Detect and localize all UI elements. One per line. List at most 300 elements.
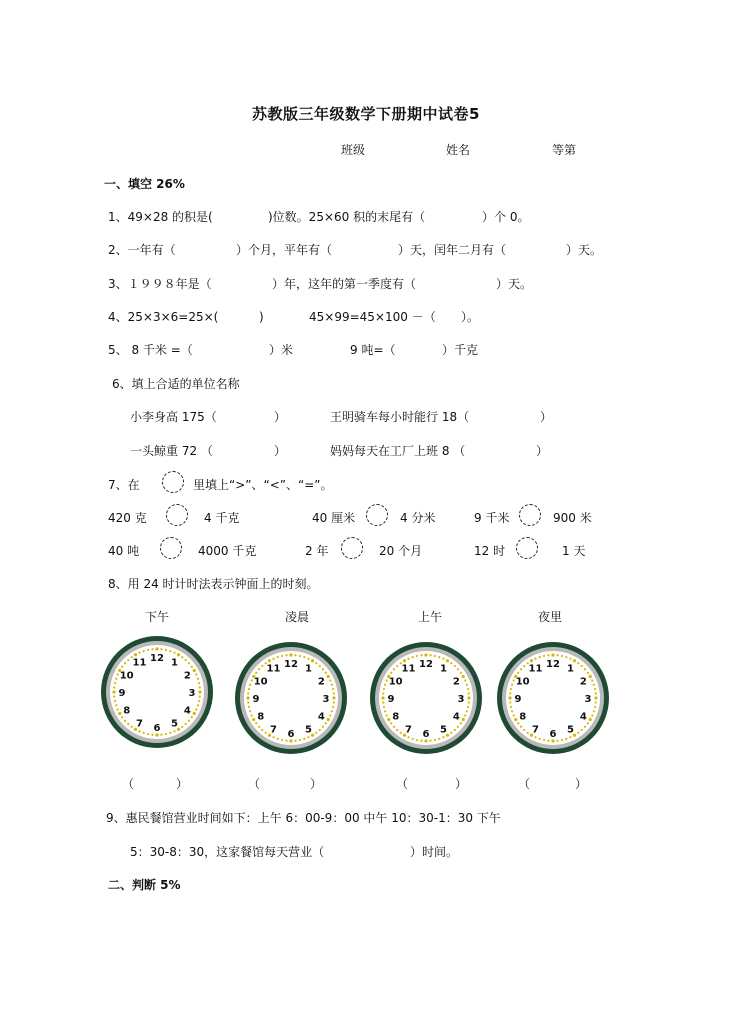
q1-part-c: ）个 0。 <box>482 210 530 224</box>
section-2-heading: 二、判断 5% <box>108 878 181 892</box>
clock-tick-dot <box>114 700 116 702</box>
clock-tick-dot <box>510 706 512 708</box>
clock-tick-dot <box>383 706 385 708</box>
clock-tick-dot <box>565 738 567 740</box>
clock-tick-dot <box>319 665 321 667</box>
clock-tick-dot <box>193 712 196 715</box>
clock-tick-dot <box>188 720 190 722</box>
clock-tick-dot <box>114 682 116 684</box>
clock-answer-open: （ <box>396 777 409 791</box>
clock-tick-dot <box>534 736 536 738</box>
clock-tick-dot <box>508 696 511 699</box>
clock-tick-dot <box>181 656 183 658</box>
clock-tick-dot <box>277 656 279 658</box>
clock-number: 3 <box>188 688 196 699</box>
clock-tick-dot <box>384 710 386 712</box>
clock-tick-dot <box>517 722 519 724</box>
q6-item-a: 小李身高 175（ <box>130 410 217 424</box>
clock-number: 11 <box>266 663 281 675</box>
clock-tick-dot <box>556 740 558 742</box>
clock-tick-dot <box>281 655 283 657</box>
clock-tick-dot <box>467 696 470 699</box>
clock-tick-dot <box>199 695 201 697</box>
clock-number: 6 <box>287 729 295 740</box>
q6-item-b: 王明骑车每小时能行 18（ <box>330 410 470 424</box>
clock-number: 2 <box>183 670 191 682</box>
clock-number: 11 <box>401 663 416 675</box>
clock-tick-dot <box>160 734 162 736</box>
clock-tick-dot <box>393 726 395 728</box>
clock-tick-dot <box>258 726 260 728</box>
clock-tick-dot <box>513 714 515 716</box>
clock-number: 2 <box>317 676 325 688</box>
clock-tick-dot <box>594 688 596 690</box>
clock-tick-dot <box>457 668 459 670</box>
clock-tick-dot <box>534 658 536 660</box>
clock-number: 10 <box>515 676 530 688</box>
q5-part-b: ）米 <box>269 343 294 357</box>
q2-part-d: ）天。 <box>566 243 603 257</box>
clock-tick-dot <box>520 726 522 728</box>
clock-tick-dot <box>261 665 263 667</box>
clock-tick-dot <box>246 696 249 699</box>
clock-tick-dot <box>131 726 133 728</box>
clock-tick-dot <box>285 654 287 656</box>
clock-tick-dot <box>332 688 334 690</box>
clock-tick-dot <box>457 726 459 728</box>
clock-tick-dot <box>416 739 418 741</box>
q7-r2-left-3: 12 时 <box>474 544 506 558</box>
q7-r2-left-2: 2 年 <box>305 544 329 558</box>
clock-tick-dot <box>384 684 386 686</box>
clock-tick-dot <box>587 722 589 724</box>
clock-tick-dot <box>303 656 305 658</box>
clock-tick-dot <box>460 722 462 724</box>
clock-number: 12 <box>284 659 298 670</box>
q2-part-b: ）个月，平年有（ <box>236 243 333 257</box>
clock-number: 5 <box>305 724 312 736</box>
clock-tick-dot <box>442 658 444 660</box>
clock-tick-dot <box>112 690 115 693</box>
clock-tick-dot <box>322 726 324 728</box>
clock-number: 12 <box>150 653 164 664</box>
clock-number: 11 <box>528 663 543 675</box>
clock-tick-dot <box>281 739 283 741</box>
clock-tick-dot <box>151 648 153 650</box>
clock-tick-dot <box>510 688 512 690</box>
clock-tick-dot <box>403 659 406 662</box>
clock-tick-dot <box>460 672 462 674</box>
q7-instruction: 里填上“>”、“<”、“=”。 <box>193 478 333 492</box>
clock-tick-dot <box>381 696 384 699</box>
clock-number: 10 <box>119 670 134 682</box>
clock-tick-dot <box>591 714 593 716</box>
clock-tick-dot <box>527 732 529 734</box>
q7-r1-right-1: 4 千克 <box>204 511 240 525</box>
clock-tick-dot <box>289 653 292 656</box>
clock-tick-dot <box>165 649 167 651</box>
clock-tick-dot <box>177 653 180 656</box>
clock-tick-dot <box>595 692 597 694</box>
clock-tick-dot <box>191 716 193 718</box>
clock-tick-dot <box>307 736 309 738</box>
clock-tick-dot <box>390 722 392 724</box>
clock-tick-dot <box>155 647 158 650</box>
clock-number: 8 <box>257 711 265 723</box>
clock-tick-dot <box>127 659 129 661</box>
clock-tick-dot <box>185 659 187 661</box>
clock-tick-dot <box>468 701 470 703</box>
q3-part-b: ）年，这年的第一季度有（ <box>272 277 417 291</box>
clock-tick-dot <box>315 732 317 734</box>
section-1-heading: 一、填空 26% <box>104 177 185 191</box>
clock-tick-dot <box>454 665 456 667</box>
clock-tick-dot <box>121 716 123 718</box>
q4-part-c: 45×99=45×100 －（ <box>309 310 436 324</box>
clock-tick-dot <box>454 729 456 731</box>
clock-tick-dot <box>268 659 271 662</box>
clock-tick-dot <box>198 682 200 684</box>
clock-tick-dot <box>386 679 388 681</box>
q6-item-c: 一头鲸重 72 （ <box>130 444 213 458</box>
clock-label-night: 夜里 <box>538 610 563 624</box>
clock-number: 8 <box>123 705 131 717</box>
clock-answer-open: （ <box>518 777 531 791</box>
clock-number: 5 <box>440 724 447 736</box>
clock-tick-dot <box>261 729 263 731</box>
q1-part-a: 1、49×28 的积是( <box>108 210 213 224</box>
clock-number: 6 <box>549 729 557 740</box>
q2-part-c: ）天，闰年二月有（ <box>398 243 507 257</box>
q5-part-a: 5、 8 千米 =（ <box>108 343 193 357</box>
q7-r2-right-2: 20 个月 <box>379 544 423 558</box>
q7-r1-right-2: 4 分米 <box>400 511 436 525</box>
clock-number: 10 <box>388 676 403 688</box>
q4-part-b: ) <box>259 310 264 324</box>
clock-tick-dot <box>593 710 595 712</box>
clock-tick-dot <box>199 686 201 688</box>
clock-tick-dot <box>591 679 593 681</box>
clock-tick-dot <box>539 738 541 740</box>
clock-tick-dot <box>556 654 558 656</box>
clock-tick-dot <box>197 678 199 680</box>
clock-tick-dot <box>581 729 583 731</box>
clock-number: 5 <box>567 724 574 736</box>
clock-tick-dot <box>327 718 330 721</box>
clock-tick-dot <box>311 659 314 662</box>
clock-tick-dot <box>390 672 392 674</box>
clock-tick-dot <box>429 654 431 656</box>
clock-tick-dot <box>113 695 115 697</box>
clock-tick-dot <box>115 678 117 680</box>
clock-tick-dot <box>249 710 251 712</box>
clock-answer-close: ） <box>455 777 468 791</box>
clock-tick-dot <box>466 710 468 712</box>
clock-tick-dot <box>589 718 592 721</box>
q4-part-a: 4、25×3×6=25×( <box>108 310 219 324</box>
clock-tick-dot <box>247 692 249 694</box>
clock-tick-dot <box>113 686 115 688</box>
q9-line-2: 5：30-8：30，这家餐馆每天营业（ <box>130 845 325 859</box>
clock-tick-dot <box>333 692 335 694</box>
clock-answer-close: ） <box>575 777 588 791</box>
clock-tick-dot <box>462 718 465 721</box>
clock-tick-dot <box>393 668 395 670</box>
clock-number: 10 <box>253 676 268 688</box>
clock-tick-dot <box>303 738 305 740</box>
clock-number: 4 <box>317 711 325 723</box>
clock-tick-dot <box>565 656 567 658</box>
clock-tick-dot <box>147 733 149 735</box>
clock-tick-dot <box>569 658 571 660</box>
q1-part-b: )位数。25×60 积的末尾有（ <box>268 210 426 224</box>
clock-tick-dot <box>198 700 200 702</box>
clock-tick-dot <box>299 739 301 741</box>
clock-tick-dot <box>134 653 137 656</box>
clock-number: 3 <box>584 694 592 705</box>
clock-tick-dot <box>594 696 597 699</box>
clock-tick-dot <box>185 723 187 725</box>
class-label: 班级 <box>341 143 366 157</box>
clock-tick-dot <box>382 701 384 703</box>
clock-tick-dot <box>584 668 586 670</box>
clock-tick-dot <box>255 722 257 724</box>
grade-label: 等第 <box>552 143 577 157</box>
clock-tick-dot <box>322 668 324 670</box>
clock-tick-dot <box>543 655 545 657</box>
clock-tick-dot <box>446 659 449 662</box>
clock-number: 7 <box>405 724 412 736</box>
clock-tick-dot <box>277 738 279 740</box>
clock-tick-dot <box>416 655 418 657</box>
clock-tick-dot <box>523 729 525 731</box>
clock-tick-dot <box>169 732 171 734</box>
clock-number: 9 <box>252 694 260 705</box>
q7-r2-left-1: 40 吨 <box>108 544 140 558</box>
clock-tick-dot <box>396 665 398 667</box>
clock-number: 9 <box>387 694 395 705</box>
clock-number: 12 <box>546 659 560 670</box>
clock-tick-dot <box>514 718 517 721</box>
clock-answer-close: ） <box>310 777 323 791</box>
clock-tick-dot <box>407 736 409 738</box>
clock-tick-dot <box>412 656 414 658</box>
clock-tick-dot <box>593 684 595 686</box>
clock-tick-dot <box>386 714 388 716</box>
q6-item-a-close: ） <box>274 410 287 424</box>
clock-tick-dot <box>466 684 468 686</box>
q7-r1-left-3: 9 千米 <box>474 511 510 525</box>
clock-tick-dot <box>511 684 513 686</box>
q7-r2-right-1: 4000 千克 <box>198 544 257 558</box>
clock-tick-dot <box>272 658 274 660</box>
clock-tick-dot <box>325 672 327 674</box>
clock-tick-dot <box>464 679 466 681</box>
clock-tick-dot <box>464 714 466 716</box>
clock-tick-dot <box>584 726 586 728</box>
clock-tick-dot <box>383 688 385 690</box>
q6-item-d: 妈妈每天在工厂上班 8 （ <box>330 444 466 458</box>
clock-tick-dot <box>251 679 253 681</box>
clock-tick-dot <box>509 692 511 694</box>
clock-tick-dot <box>539 656 541 658</box>
clock-tick-dot <box>121 666 123 668</box>
clock-tick-dot <box>249 684 251 686</box>
clock-number: 6 <box>422 729 430 740</box>
clock-tick-dot <box>117 673 119 675</box>
clock-tick-dot <box>265 732 267 734</box>
clock-tick-dot <box>551 653 554 656</box>
clock-tick-dot <box>573 659 576 662</box>
clock-tick-dot <box>450 662 452 664</box>
clock-number: 6 <box>153 723 161 734</box>
clock-tick-dot <box>594 706 596 708</box>
clock-tick-dot <box>247 701 249 703</box>
clock-tick-dot <box>307 658 309 660</box>
q7-r2-right-3: 1 天 <box>562 544 586 558</box>
q7-r1-right-3: 900 米 <box>553 511 592 525</box>
clock-tick-dot <box>255 672 257 674</box>
clock-number: 7 <box>136 718 143 730</box>
clock-tick-dot <box>115 704 117 706</box>
clock-tick-dot <box>509 701 511 703</box>
clock-tick-dot <box>118 712 121 715</box>
q7-intro: 7、在 <box>108 478 140 492</box>
clock-number: 4 <box>579 711 587 723</box>
q3-part-c: ）天。 <box>496 277 533 291</box>
clock-tick-dot <box>248 688 250 690</box>
clock-tick-dot <box>577 662 579 664</box>
clock-tick-dot <box>138 652 140 654</box>
name-label: 姓名 <box>446 143 471 157</box>
clock-tick-dot <box>124 662 126 664</box>
clock-tick-dot <box>173 652 175 654</box>
clock-tick-dot <box>248 706 250 708</box>
clock-tick-dot <box>467 688 469 690</box>
clock-answer-open: （ <box>122 777 135 791</box>
clock-tick-dot <box>195 708 197 710</box>
q3-part-a: 3、１９９８年是（ <box>108 277 212 291</box>
clock-tick-dot <box>331 710 333 712</box>
q4-part-d: ）。 <box>461 310 480 324</box>
clock-tick-dot <box>299 655 301 657</box>
clock-tick-dot <box>272 736 274 738</box>
clock-tick-dot <box>387 718 390 721</box>
clock-tick-dot <box>160 648 162 650</box>
clock-label-early-morning: 凌晨 <box>285 610 310 624</box>
clock-tick-dot <box>396 729 398 731</box>
q7-r1-left-2: 40 厘米 <box>312 511 356 525</box>
q9-line-1: 9、惠民餐馆营业时间如下：上午 6：00-9：00 中午 10：30-1：30 下午 <box>106 811 501 825</box>
clock-tick-dot <box>561 739 563 741</box>
clock-number: 4 <box>452 711 460 723</box>
clock-number: 2 <box>452 676 460 688</box>
clock-tick-dot <box>198 690 201 693</box>
clock-tick-dot <box>420 654 422 656</box>
clock-tick-dot <box>587 672 589 674</box>
clock-number: 12 <box>419 659 433 670</box>
clock-tick-dot <box>173 730 175 732</box>
clock-answer-open: （ <box>248 777 261 791</box>
clock-tick-dot <box>138 730 140 732</box>
clock-tick-dot <box>462 675 465 678</box>
clock-number: 5 <box>171 718 178 730</box>
clock-tick-dot <box>181 726 183 728</box>
clock-tick-dot <box>438 656 440 658</box>
clock-tick-dot <box>517 672 519 674</box>
clock-tick-dot <box>442 736 444 738</box>
clock-tick-dot <box>331 684 333 686</box>
clock-tick-dot <box>325 722 327 724</box>
clock-tick-dot <box>191 666 193 668</box>
clock-tick-dot <box>424 653 427 656</box>
clock-tick-dot <box>329 714 331 716</box>
clock-tick-dot <box>143 732 145 734</box>
clock-tick-dot <box>561 655 563 657</box>
q6-title: 6、填上合适的单位名称 <box>112 377 240 391</box>
clock-tick-dot <box>523 665 525 667</box>
q5-part-d: ）千克 <box>442 343 479 357</box>
clock-tick-dot <box>332 696 335 699</box>
clock-tick-dot <box>429 740 431 742</box>
q6-item-c-close: ） <box>274 444 287 458</box>
clock-tick-dot <box>332 706 334 708</box>
clock-tick-dot <box>294 654 296 656</box>
clock-number: 1 <box>171 657 178 669</box>
clock-tick-dot <box>468 692 470 694</box>
q5-part-c: 9 吨=（ <box>350 343 396 357</box>
clock-tick-dot <box>581 665 583 667</box>
clock-tick-dot <box>197 704 199 706</box>
clock-number: 7 <box>270 724 277 736</box>
clock-tick-dot <box>407 658 409 660</box>
clock-tick-dot <box>467 706 469 708</box>
clock-number: 4 <box>183 705 191 717</box>
clock-label-afternoon: 下午 <box>145 610 170 624</box>
clock-number: 8 <box>392 711 400 723</box>
clock-tick-dot <box>315 662 317 664</box>
clock-tick-dot <box>530 659 533 662</box>
clock-number: 1 <box>567 663 574 675</box>
clock-tick-dot <box>450 732 452 734</box>
q7-r1-left-1: 420 克 <box>108 511 147 525</box>
clock-tick-dot <box>520 668 522 670</box>
clock-tick-dot <box>511 710 513 712</box>
clock-tick-dot <box>569 736 571 738</box>
clock-tick-dot <box>258 668 260 670</box>
clock-number: 1 <box>305 663 312 675</box>
clock-tick-dot <box>195 673 197 675</box>
clock-tick-dot <box>382 692 384 694</box>
clock-tick-dot <box>513 679 515 681</box>
q9-line-2-close: ）时间。 <box>410 845 459 859</box>
clock-tick-dot <box>193 669 196 672</box>
clock-tick-dot <box>400 732 402 734</box>
clock-tick-dot <box>117 708 119 710</box>
clock-number: 3 <box>457 694 465 705</box>
clock-number: 3 <box>322 694 330 705</box>
clock-number: 1 <box>440 663 447 675</box>
clock-number: 9 <box>514 694 522 705</box>
clock-number: 11 <box>132 657 147 669</box>
clock-tick-dot <box>333 701 335 703</box>
q6-item-d-close: ） <box>536 444 549 458</box>
clock-tick-dot <box>434 739 436 741</box>
clock-tick-dot <box>595 701 597 703</box>
clock-answer-close: ） <box>176 777 189 791</box>
clock-tick-dot <box>319 729 321 731</box>
clock-tick-dot <box>169 650 171 652</box>
